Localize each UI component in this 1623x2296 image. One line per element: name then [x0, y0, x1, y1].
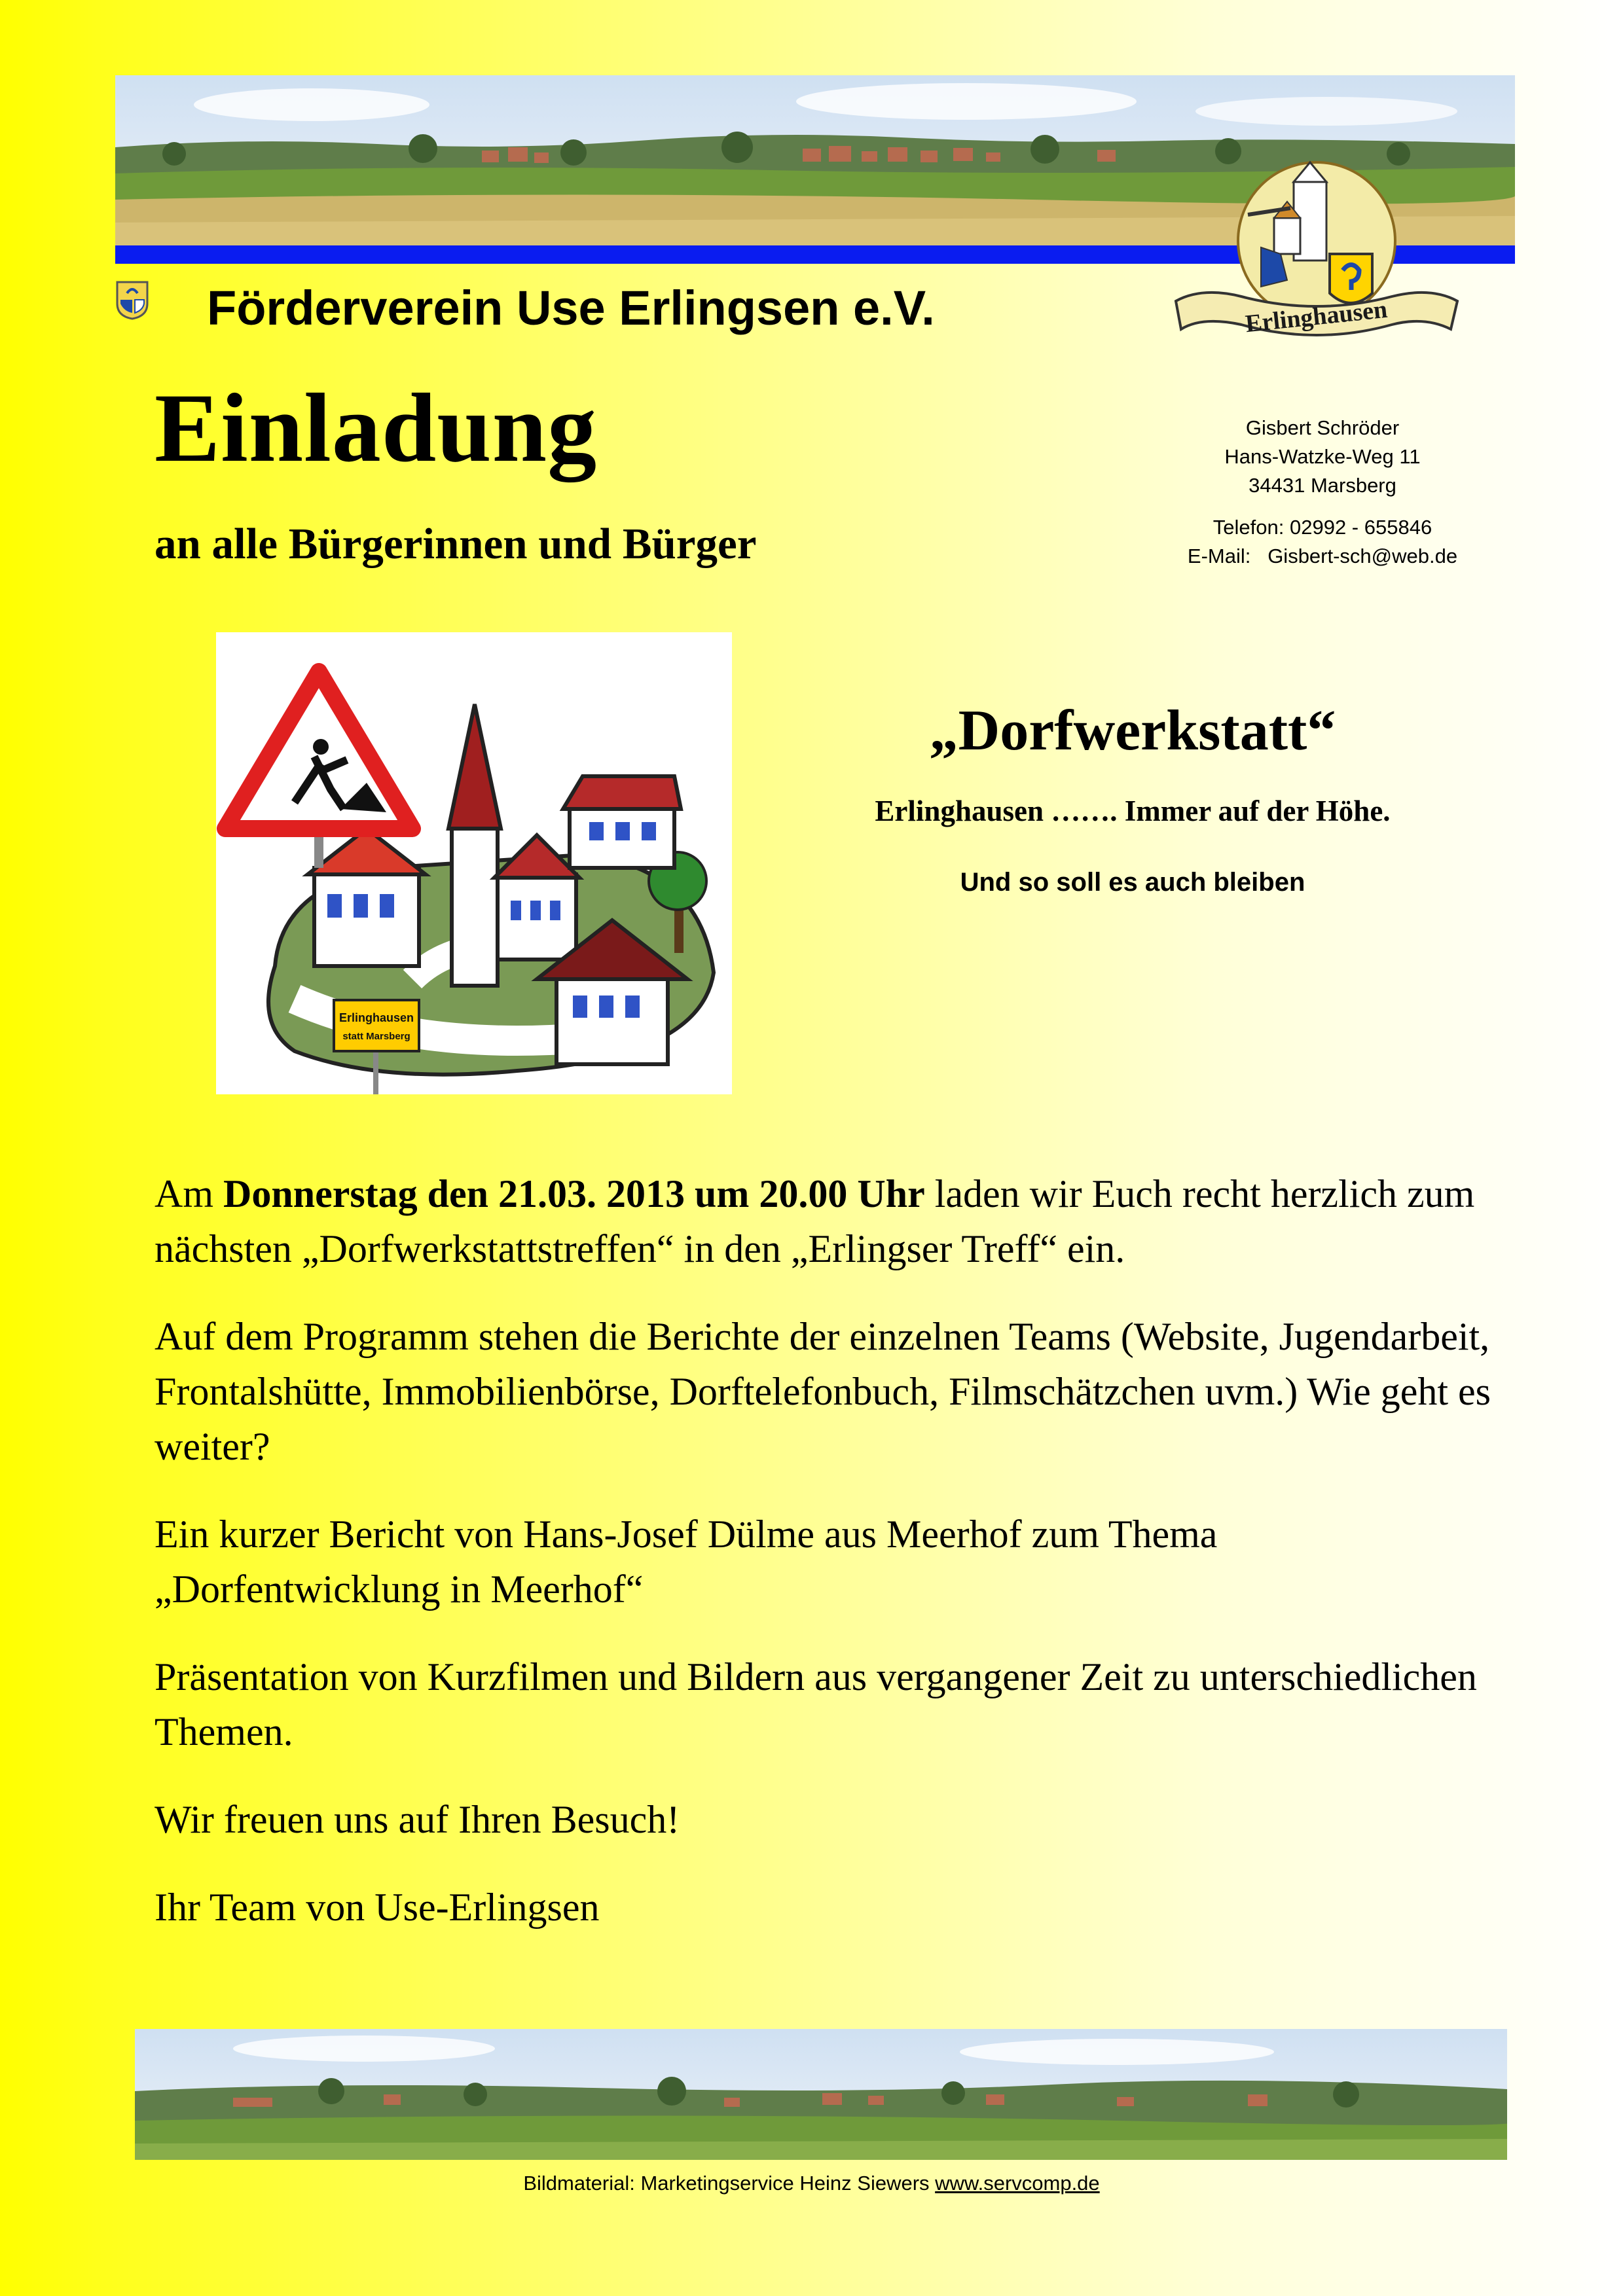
- image-credit: [0, 2172, 1623, 2195]
- dorfwerkstatt-slogan: Erlinghausen ……. Immer auf der Höhe.: [875, 795, 1391, 827]
- place-sign-line1: Erlinghausen: [338, 1011, 414, 1024]
- contact-street: Hans-Watzke-Weg 11: [1224, 445, 1421, 468]
- contact-email: Gisbert-sch@web.de: [1267, 545, 1458, 567]
- contact-email-line: [1152, 542, 1493, 571]
- organization-name: Förderverein Use Erlingsen e.V.: [207, 281, 935, 335]
- dorfwerkstatt-subline: Und so soll es auch bleiben: [960, 868, 1305, 897]
- body-paragraph-signature: Ihr Team von Use-Erlingsen: [155, 1886, 600, 1929]
- village-crest-icon: [115, 280, 149, 321]
- body-paragraph-report: Ein kurzer Bericht von Hans-Josef Dülme aus Meerhof zum Thema „Dorfentwicklung in Meerhof“: [155, 1513, 1218, 1611]
- contact-email-label: E-Mail:: [1187, 545, 1251, 567]
- body-am: Am: [155, 1172, 223, 1215]
- event-date-time: Donnerstag den 21.03. 2013 um 20.00 Uhr: [223, 1172, 925, 1215]
- erlinghausen-logo: [1163, 156, 1470, 365]
- footer-panorama-image: [135, 2029, 1507, 2160]
- invitation-subtitle: an alle Bürgerinnen und Bürger: [155, 520, 757, 568]
- invitation-title: Einladung: [155, 374, 598, 482]
- village-construction-illustration: [216, 632, 732, 1094]
- body-paragraph-program: Auf dem Programm stehen die Berichte der einzelnen Teams (Website, Jugendarbeit, Frontalshütte, Immobilienbörse, Dorftelefonbuch, Filmschätzchen uvm.) Wie geht es weiter?: [155, 1315, 1491, 1468]
- servcomp-link[interactable]: www.servcomp.de: [935, 2172, 1100, 2195]
- contact-name: Gisbert Schröder: [1245, 416, 1400, 439]
- image-credit-text: Bildmaterial: Marketingservice Heinz Siewers: [523, 2172, 936, 2195]
- invitation-body: [155, 1166, 1503, 1967]
- body-paragraph-films: Präsentation von Kurzfilmen und Bildern aus vergangener Zeit zu unterschiedlichen Themen.: [155, 1655, 1477, 1753]
- contact-block: [1152, 414, 1493, 571]
- dorfwerkstatt-title: „Dorfwerkstatt“: [929, 699, 1336, 762]
- logo-banner-text: Erlinghausen: [1244, 295, 1389, 338]
- contact-city: 34431 Marsberg: [1249, 474, 1396, 497]
- place-sign-line2: statt Marsberg: [342, 1031, 410, 1042]
- body-paragraph-date: [155, 1166, 1503, 1276]
- contact-phone: Telefon: 02992 - 655846: [1213, 516, 1432, 539]
- body-p1-rest: laden wir Euch recht herzlich zum nächsten „Dorfwerkstattstreffen“ in den „Erlingser Treff“ ein.: [155, 1172, 1475, 1270]
- body-paragraph-welcome: Wir freuen uns auf Ihren Besuch!: [155, 1798, 680, 1841]
